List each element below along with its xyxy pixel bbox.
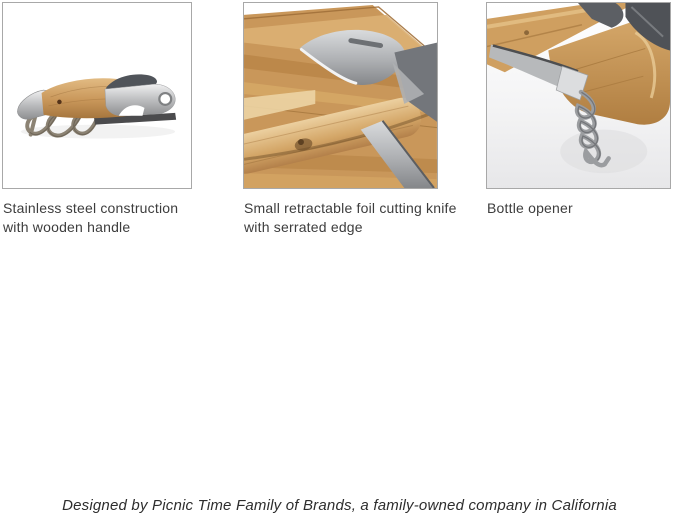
caption-bottle-opener: Bottle opener xyxy=(487,200,573,216)
bottle-opener-spiral-photo xyxy=(487,3,670,188)
foil-cutter-closeup-photo xyxy=(244,3,437,188)
handle-rivet xyxy=(57,100,62,105)
product-photo-card-bottle-opener xyxy=(486,2,671,189)
brand-footer-text: Designed by Picnic Time Family of Brands, a family-owned company in California xyxy=(62,497,617,514)
metal-body xyxy=(105,84,175,116)
caption-stainless-steel: Stainless steel construction with wooden handle xyxy=(3,200,179,235)
plank-knot xyxy=(524,30,529,35)
product-photo-card-foil-cutter xyxy=(243,2,438,189)
corkscrew-side-view-photo xyxy=(3,3,191,188)
product-photo-card-corkscrew xyxy=(2,2,192,189)
caption-foil-cutter: Small retractable foil cutting knife with serrated edge xyxy=(244,200,457,235)
metal-body-hole xyxy=(159,93,171,105)
